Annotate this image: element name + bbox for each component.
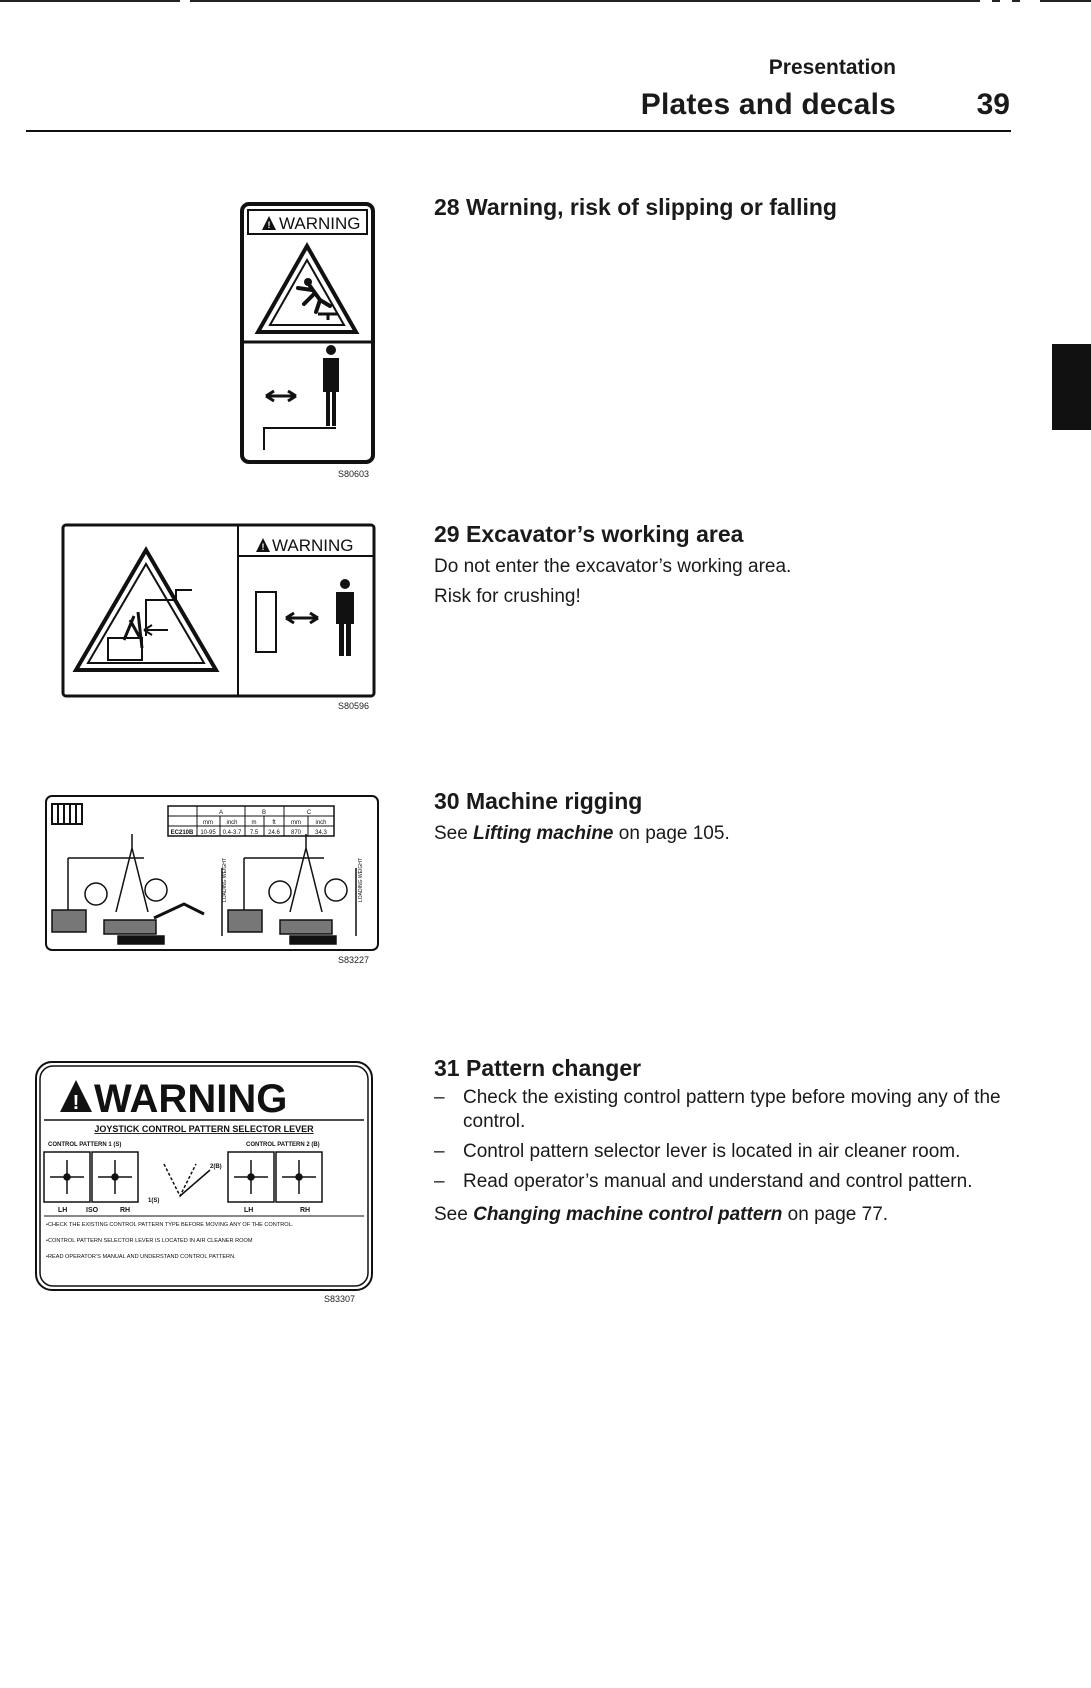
decal-31-section	[434, 1055, 1014, 1230]
decal-30-reference	[434, 819, 1014, 849]
rigging-unit: ft	[272, 820, 276, 826]
top-rule-segment	[1040, 0, 1091, 2]
decal-30-section	[434, 788, 1014, 849]
decal-31-reference	[434, 1200, 1014, 1230]
rigging-value: 0.4-3.7	[222, 830, 242, 836]
page-number: 39	[976, 88, 1010, 121]
decal-29-number: 29	[434, 521, 460, 547]
decal-28-drawing	[238, 200, 378, 466]
decal-31-drawing	[34, 1060, 374, 1292]
decal-31-heading	[434, 1055, 1014, 1082]
loading-weight-label: LOADING WEIGHT	[222, 858, 228, 902]
decal-29-line: Do not enter the excavator’s working area.	[434, 556, 792, 577]
chapter-tab-marker	[1052, 344, 1091, 430]
rigging-row-label: EC210B	[170, 830, 194, 836]
bullet-dash: –	[434, 1171, 445, 1192]
bullet-dash: –	[434, 1087, 445, 1108]
decal-28-section	[434, 194, 1014, 221]
lever-position-2: 2(B)	[210, 1164, 222, 1170]
iso-label: ISO	[86, 1207, 99, 1214]
decal-31-bullet-list	[434, 1086, 1014, 1194]
decal-29-code: S80596	[338, 701, 370, 711]
decal-29-line: Risk for crushing!	[434, 586, 581, 607]
decal-31-code: S83307	[324, 1294, 356, 1304]
bullet-dash: –	[434, 1141, 445, 1162]
rigging-col-a: A	[218, 810, 224, 816]
plate-note: •CHECK THE EXISTING CONTROL PATTERN TYPE BEFORE MOVING ANY OF THE CONTROL.	[46, 1222, 294, 1228]
pattern-1-label: CONTROL PATTERN 1 (S)	[48, 1142, 122, 1148]
reference-prefix: See	[434, 1204, 474, 1225]
rigging-col-c: C	[306, 810, 312, 816]
decal-28-number: 28	[434, 194, 460, 220]
pattern-2-label: CONTROL PATTERN 2 (B)	[246, 1142, 320, 1148]
svg-text:!: !	[261, 542, 265, 552]
decal-31-figure	[34, 1060, 374, 1292]
rigging-value: 10-95	[200, 830, 216, 836]
plate-note: •CONTROL PATTERN SELECTOR LEVER IS LOCATED IN AIR CLEANER ROOM	[46, 1238, 253, 1244]
rigging-value: 34.3	[315, 830, 327, 836]
decal-30-drawing	[44, 794, 380, 952]
top-rule-segment	[992, 0, 1000, 2]
svg-text:!: !	[72, 1092, 80, 1114]
decal-30-title: Machine rigging	[465, 788, 643, 814]
decal-29-warning-label: WARNING	[272, 536, 354, 555]
rigging-unit: m	[251, 820, 257, 826]
top-rule-segment	[0, 0, 180, 2]
decal-31-number: 31	[434, 1055, 460, 1081]
section-name: Presentation	[768, 56, 896, 79]
decal-30-heading	[434, 788, 1014, 815]
decal-28-figure	[238, 200, 378, 466]
decal-29-drawing	[60, 520, 378, 700]
reference-suffix: on page 105.	[613, 823, 730, 844]
svg-text:!: !	[267, 220, 271, 230]
decal-29-figure	[60, 520, 378, 700]
lh-label: LH	[58, 1207, 68, 1214]
rigging-value: 7.5	[249, 830, 259, 836]
bullet-text: Check the existing control pattern type before moving any of the control.	[463, 1087, 1001, 1132]
decal-28-title: Warning, risk of slipping or falling	[465, 194, 837, 220]
reference-prefix: See	[434, 823, 474, 844]
rh-label: RH	[300, 1207, 311, 1214]
bullet-text: Read operator’s manual and understand and control pattern.	[463, 1171, 973, 1192]
reference-suffix: on page 77.	[782, 1204, 889, 1225]
rigging-unit: mm	[291, 820, 301, 826]
decal-28-warning-label: WARNING	[279, 214, 361, 233]
header-rule	[26, 130, 1011, 132]
decal-29-heading	[434, 521, 1014, 548]
pattern-plate-subheading: JOYSTICK CONTROL PATTERN SELECTOR LEVER	[94, 1124, 314, 1134]
plate-note: •READ OPERATOR’S MANUAL AND UNDERSTAND CONTROL PATTERN.	[46, 1254, 236, 1260]
top-rule-segment	[1012, 0, 1020, 2]
lever-position-1: 1(S)	[148, 1198, 160, 1204]
decal-28-heading	[434, 194, 1014, 221]
rigging-unit: inch	[226, 820, 238, 826]
lifting-machine-link[interactable]: Lifting machine	[473, 823, 614, 844]
decal-28-code: S80603	[338, 469, 370, 479]
top-border-rule	[0, 0, 1091, 2]
rigging-unit: mm	[203, 820, 213, 826]
list-item	[434, 1170, 1014, 1194]
top-rule-segment	[190, 0, 980, 2]
list-item	[434, 1086, 1014, 1134]
pattern-plate-heading: WARNING	[94, 1077, 288, 1121]
decal-30-figure	[44, 794, 380, 952]
page-title: Plates and decals	[640, 88, 896, 121]
rigging-unit: inch	[315, 820, 327, 826]
decal-29-title: Excavator’s working area	[465, 521, 744, 547]
rigging-value: 24.6	[268, 830, 280, 836]
decal-30-number: 30	[434, 788, 460, 814]
rigging-col-b: B	[261, 810, 267, 816]
lh-label: LH	[244, 1207, 254, 1214]
list-item	[434, 1140, 1014, 1164]
rigging-value: 870	[290, 830, 302, 836]
decal-31-title: Pattern changer	[465, 1055, 642, 1081]
rh-label: RH	[120, 1207, 131, 1214]
loading-weight-label: LOADING WEIGHT	[358, 858, 364, 902]
changing-control-pattern-link[interactable]: Changing machine control pattern	[473, 1204, 783, 1225]
bullet-text: Control pattern selector lever is located in air cleaner room.	[463, 1141, 961, 1162]
decal-30-code: S83227	[338, 955, 370, 965]
decal-29-section	[434, 521, 1014, 612]
